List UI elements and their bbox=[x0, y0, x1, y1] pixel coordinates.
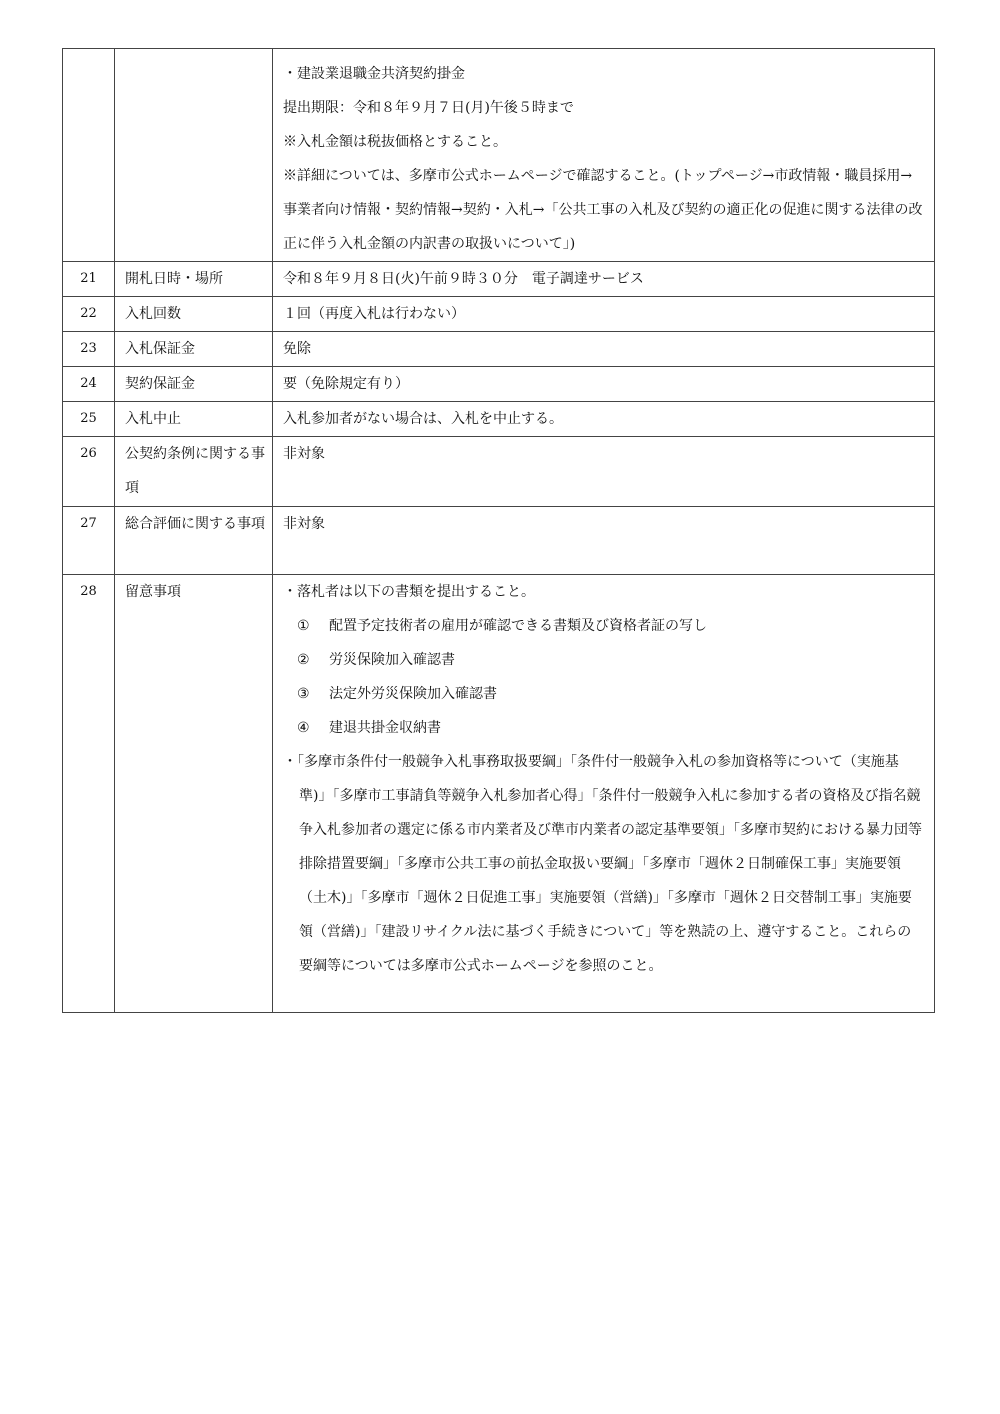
row-item: 総合評価に関する事項 bbox=[115, 507, 273, 575]
row-body: 免除 bbox=[273, 332, 935, 367]
row-number: 23 bbox=[63, 332, 115, 367]
document-label: 建退共掛金収納書 bbox=[329, 720, 441, 736]
row-body: 要（免除規定有り） bbox=[273, 367, 935, 402]
row-item: 公契約条例に関する事項 bbox=[115, 437, 273, 507]
table-row bbox=[63, 332, 935, 367]
row-body bbox=[273, 49, 935, 262]
document-label: 労災保険加入確認書 bbox=[329, 652, 455, 668]
circled-number: ① bbox=[297, 618, 310, 634]
row-number: 22 bbox=[63, 297, 115, 332]
circled-number: ④ bbox=[297, 720, 310, 736]
row-number: 26 bbox=[63, 437, 115, 507]
row-number: 24 bbox=[63, 367, 115, 402]
row-body bbox=[273, 575, 935, 1013]
table-row bbox=[63, 262, 935, 297]
row-item: 契約保証金 bbox=[115, 367, 273, 402]
row-item: 入札保証金 bbox=[115, 332, 273, 367]
deadline-line: 提出期限：令和８年９月７日(月)午後５時まで bbox=[283, 100, 574, 116]
table-row bbox=[63, 297, 935, 332]
row-number: 28 bbox=[63, 575, 115, 1013]
detail-note: ※詳細については、多摩市公式ホームページで確認すること。(トップページ→市政情報・職員採用→事業者向け情報・契約情報→契約・入札→「公共工事の入札及び契約の適正化の促進に関する法律の改正に伴う入札金額の内訳書の取扱いについて」) bbox=[283, 168, 923, 252]
row-item bbox=[115, 49, 273, 262]
circled-number: ③ bbox=[297, 686, 310, 702]
row-item: 入札回数 bbox=[115, 297, 273, 332]
circled-number: ② bbox=[297, 652, 310, 668]
table-row-continued bbox=[63, 49, 935, 262]
table-row bbox=[63, 367, 935, 402]
document-label: 法定外労災保険加入確認書 bbox=[329, 686, 497, 702]
row-item: 留意事項 bbox=[115, 575, 273, 1013]
regulations-note: ・「多摩市条件付一般競争入札事務取扱要綱」「条件付一般競争入札の参加資格等について（実施基準)」「多摩市工事請負等競争入札参加者心得」「条件付一般競争入札に参加する者の資格及び指名競争入札参加者の選定に係る市内業者及び準市内業者の認定基準要領」「多摩市契約における暴力団等排除措置要綱」「多摩市公共工事の前払金取扱い要綱」「多摩市「週休２日制確保工事」実施要領（土木)」「多摩市「週休２日促進工事」実施要領（営繕)」「多摩市「週休２日交替制工事」実施要領（営繕)」「建設リサイクル法に基づく手続きについて」等を熟読の上、遵守すること。これらの要綱等については多摩市公式ホームページを参照のこと。 bbox=[283, 754, 922, 974]
document-item bbox=[283, 711, 924, 745]
deduction-item-line: ・建設業退職金共済契約掛金 bbox=[283, 66, 465, 82]
row-item: 入札中止 bbox=[115, 402, 273, 437]
row-body: 非対象 bbox=[273, 437, 935, 507]
table-row bbox=[63, 507, 935, 575]
row-number: 21 bbox=[63, 262, 115, 297]
submission-intro: ・落札者は以下の書類を提出すること。 bbox=[283, 584, 535, 600]
document-label: 配置予定技術者の雇用が確認できる書類及び資格者証の写し bbox=[329, 618, 707, 634]
document-item bbox=[283, 677, 924, 711]
table-row-notes bbox=[63, 575, 935, 1013]
row-number: 25 bbox=[63, 402, 115, 437]
row-number: 27 bbox=[63, 507, 115, 575]
document-item bbox=[283, 643, 924, 677]
row-number bbox=[63, 49, 115, 262]
document-item bbox=[283, 609, 924, 643]
row-body: １回（再度入札は行わない） bbox=[273, 297, 935, 332]
table-row bbox=[63, 402, 935, 437]
row-body: 入札参加者がない場合は、入札を中止する。 bbox=[273, 402, 935, 437]
row-body: 非対象 bbox=[273, 507, 935, 575]
row-item: 開札日時・場所 bbox=[115, 262, 273, 297]
table-row bbox=[63, 437, 935, 507]
spec-table bbox=[62, 48, 935, 1013]
row-body: 令和８年９月８日(火)午前９時３０分 電子調達サービス bbox=[273, 262, 935, 297]
tax-note-line: ※入札金額は税抜価格とすること。 bbox=[283, 134, 507, 150]
